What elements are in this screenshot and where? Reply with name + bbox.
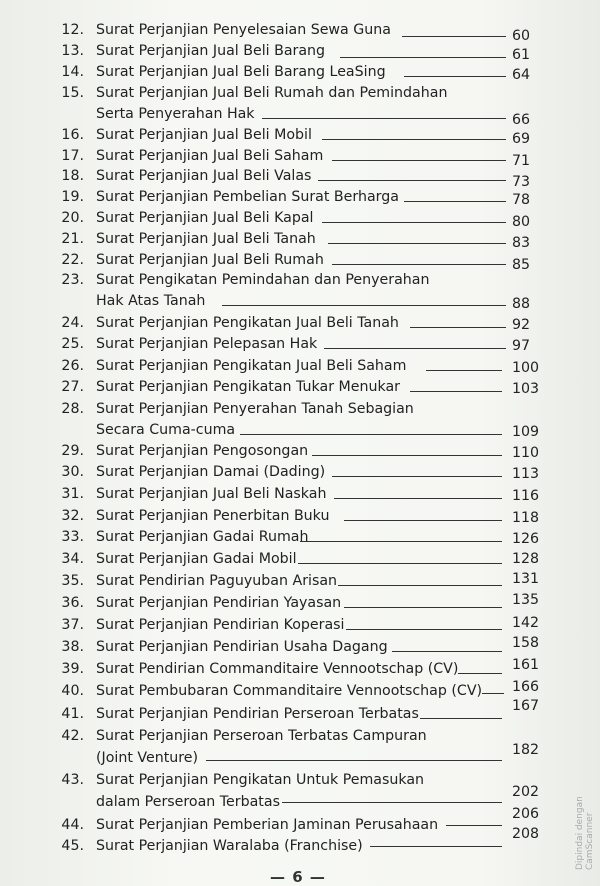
- entry-title: Surat Pendirian Paguyuban Arisan: [96, 573, 338, 589]
- entry-number: 25.: [61, 336, 84, 352]
- leader-line: [404, 76, 506, 77]
- entry-page: 206: [512, 806, 540, 822]
- entry-title: Surat Perjanjian Damai (Dading): [96, 464, 326, 480]
- entry-page: 92: [512, 317, 531, 333]
- entry-number: 30.: [61, 464, 84, 480]
- entry-page: 80: [512, 214, 531, 230]
- entry-title: Surat Perjanjian Pengikatan Tukar Menukar: [96, 379, 401, 395]
- entry-number: 24.: [61, 315, 84, 331]
- page-number-footer: — 6 —: [270, 868, 326, 886]
- entry-page: 109: [512, 424, 540, 440]
- leader-line: [206, 760, 502, 761]
- entry-number: 18.: [61, 168, 84, 184]
- entry-number: 13.: [61, 43, 84, 59]
- entry-title: Surat Perjanjian Pendirian Koperasi: [96, 617, 345, 633]
- leader-line: [300, 541, 502, 542]
- entry-page: 128: [512, 551, 540, 567]
- entry-title: Surat Perjanjian Jual Beli Mobil: [96, 127, 312, 143]
- entry-title: Surat Perjanjian Gadai Rumah: [96, 529, 309, 545]
- leader-line: [332, 264, 506, 265]
- entry-number: 23.: [61, 272, 84, 288]
- entry-page: 118: [512, 510, 540, 526]
- entry-page: 131: [512, 571, 540, 587]
- entry-page: 126: [512, 531, 540, 547]
- entry-page: 66: [512, 112, 531, 128]
- entry-title: (Joint Venture): [96, 750, 199, 766]
- leader-line: [312, 455, 502, 456]
- leader-line: [318, 180, 506, 181]
- leader-line: [344, 607, 502, 608]
- entry-number: 29.: [61, 443, 84, 459]
- leader-line: [334, 498, 502, 499]
- entry-number: 39.: [61, 661, 84, 677]
- entry-page: 161: [512, 657, 540, 673]
- leader-line: [322, 139, 506, 140]
- entry-page: 64: [512, 67, 531, 83]
- entry-page: 158: [512, 635, 540, 651]
- leader-line: [410, 391, 502, 392]
- leader-line: [346, 629, 502, 630]
- entry-page: 83: [512, 235, 531, 251]
- entry-number: 44.: [61, 817, 84, 833]
- entry-page: 69: [512, 131, 531, 147]
- leader-line: [298, 563, 502, 564]
- entry-page: 100: [512, 360, 540, 376]
- entry-title: Hak Atas Tanah: [96, 293, 206, 309]
- entry-number: 14.: [61, 64, 84, 80]
- leader-line: [222, 305, 506, 306]
- entry-title: Surat Perjanjian Perseroan Terbatas Campuran: [96, 728, 427, 744]
- entry-title: Surat Perjanjian Jual Beli Barang LeaSing: [96, 64, 386, 80]
- entry-page: 135: [512, 592, 540, 608]
- entry-number: 26.: [61, 358, 84, 374]
- leader-line: [420, 718, 502, 719]
- leader-line: [410, 327, 506, 328]
- leader-line: [332, 160, 506, 161]
- entry-page: 208: [512, 826, 540, 842]
- entry-number: 19.: [61, 189, 84, 205]
- entry-page: 103: [512, 381, 540, 397]
- entry-title: Surat Perjanjian Penyelesaian Sewa Guna: [96, 22, 391, 38]
- leader-line: [262, 118, 506, 119]
- leader-line: [402, 36, 506, 37]
- leader-line: [344, 520, 502, 521]
- entry-title: Surat Pembubaran Commanditaire Vennootschap (CV): [96, 683, 483, 699]
- entry-number: 33.: [61, 529, 84, 545]
- entry-number: 16.: [61, 127, 84, 143]
- entry-title: Surat Perjanjian Penyerahan Tanah Sebagian: [96, 401, 414, 417]
- entry-title: Surat Perjanjian Jual Beli Valas: [96, 168, 312, 184]
- entry-number: 12.: [61, 22, 84, 38]
- entry-page: 116: [512, 488, 540, 504]
- entry-number: 32.: [61, 508, 84, 524]
- entry-number: 15.: [61, 85, 84, 101]
- entry-page: 78: [512, 192, 531, 208]
- leader-line: [338, 585, 502, 586]
- entry-number: 31.: [61, 486, 84, 502]
- entry-number: 45.: [61, 838, 84, 854]
- entry-page: 73: [512, 174, 531, 190]
- entry-number: 27.: [61, 379, 84, 395]
- entry-page: 88: [512, 296, 531, 312]
- entry-number: 36.: [61, 595, 84, 611]
- entry-title: Surat Perjanjian Jual Beli Kapal: [96, 210, 314, 226]
- entry-title: Surat Perjanjian Jual Beli Saham: [96, 148, 324, 164]
- leader-line: [340, 57, 506, 58]
- entry-title: Surat Pengikatan Pemindahan dan Penyerahan: [96, 272, 430, 288]
- leader-line: [332, 476, 502, 477]
- entry-title: Surat Perjanjian Pendirian Yayasan: [96, 595, 342, 611]
- entry-number: 21.: [61, 231, 84, 247]
- entry-number: 20.: [61, 210, 84, 226]
- entry-title: Surat Perjanjian Pendirian Perseroan Terbatas: [96, 706, 419, 722]
- entry-title: Surat Perjanjian Jual Beli Rumah: [96, 252, 324, 268]
- entry-title: Surat Perjanjian Penerbitan Buku: [96, 508, 330, 524]
- entry-title: Surat Perjanjian Pengosongan: [96, 443, 309, 459]
- entry-number: 37.: [61, 617, 84, 633]
- entry-page: 61: [512, 47, 531, 63]
- entry-title: Surat Perjanjian Jual Beli Rumah dan Pemindahan: [96, 85, 448, 101]
- leader-line: [324, 348, 506, 349]
- entry-title: Surat Perjanjian Jual Beli Naskah: [96, 486, 327, 502]
- leader-line: [392, 651, 502, 652]
- leader-line: [370, 846, 502, 847]
- leader-line: [322, 222, 506, 223]
- entry-title: Surat Perjanjian Pendirian Usaha Dagang: [96, 639, 388, 655]
- entry-title: Serta Penyerahan Hak: [96, 106, 255, 122]
- entry-title: Surat Perjanjian Pemberian Jaminan Perusahaan: [96, 817, 439, 833]
- entry-number: 17.: [61, 148, 84, 164]
- entry-title: Surat Perjanjian Pengikatan Untuk Pemasukan: [96, 772, 425, 788]
- leader-line: [240, 434, 502, 435]
- entry-number: 28.: [61, 401, 84, 417]
- entry-number: 22.: [61, 252, 84, 268]
- leader-line: [482, 693, 504, 694]
- entry-number: 40.: [61, 683, 84, 699]
- entry-page: 182: [512, 742, 540, 758]
- entry-number: 43.: [61, 772, 84, 788]
- leader-line: [328, 243, 506, 244]
- leader-line: [426, 370, 502, 371]
- entry-number: 42.: [61, 728, 84, 744]
- leader-line: [446, 825, 502, 826]
- entry-title: dalam Perseroan Terbatas: [96, 794, 280, 810]
- entry-page: 110: [512, 445, 540, 461]
- entry-number: 38.: [61, 639, 84, 655]
- entry-page: 166: [512, 679, 540, 695]
- entry-page: 60: [512, 28, 531, 44]
- entry-title: Surat Perjanjian Jual Beli Barang: [96, 43, 326, 59]
- entry-page: 97: [512, 338, 531, 354]
- entry-page: 85: [512, 257, 531, 273]
- entry-page: 202: [512, 784, 540, 800]
- entry-title: Surat Perjanjian Pembelian Surat Berharga: [96, 189, 399, 205]
- leader-line: [458, 673, 502, 674]
- entry-number: 35.: [61, 573, 84, 589]
- entry-number: 41.: [61, 706, 84, 722]
- entry-title: Surat Perjanjian Gadai Mobil: [96, 551, 297, 567]
- entry-page: 71: [512, 153, 531, 169]
- entry-title: Surat Perjanjian Waralaba (Franchise): [96, 838, 363, 854]
- entry-page: 113: [512, 466, 540, 482]
- entry-title: Surat Perjanjian Jual Beli Tanah: [96, 231, 316, 247]
- entry-page: 142: [512, 615, 540, 631]
- entry-number: 34.: [61, 551, 84, 567]
- entry-title: Surat Pendirian Commanditaire Vennootschap (CV): [96, 661, 459, 677]
- entry-title: Surat Perjanjian Pengikatan Jual Beli Tanah: [96, 315, 399, 331]
- entry-title: Surat Perjanjian Pengikatan Jual Beli Saham: [96, 358, 407, 374]
- entry-title: Surat Perjanjian Pelepasan Hak: [96, 336, 318, 352]
- leader-line: [282, 802, 502, 803]
- leader-line: [404, 201, 506, 202]
- scanner-watermark: Dipindai dengan CamScanner: [575, 796, 595, 870]
- entry-title: Secara Cuma-cuma: [96, 422, 236, 438]
- entry-page: 167: [512, 698, 540, 714]
